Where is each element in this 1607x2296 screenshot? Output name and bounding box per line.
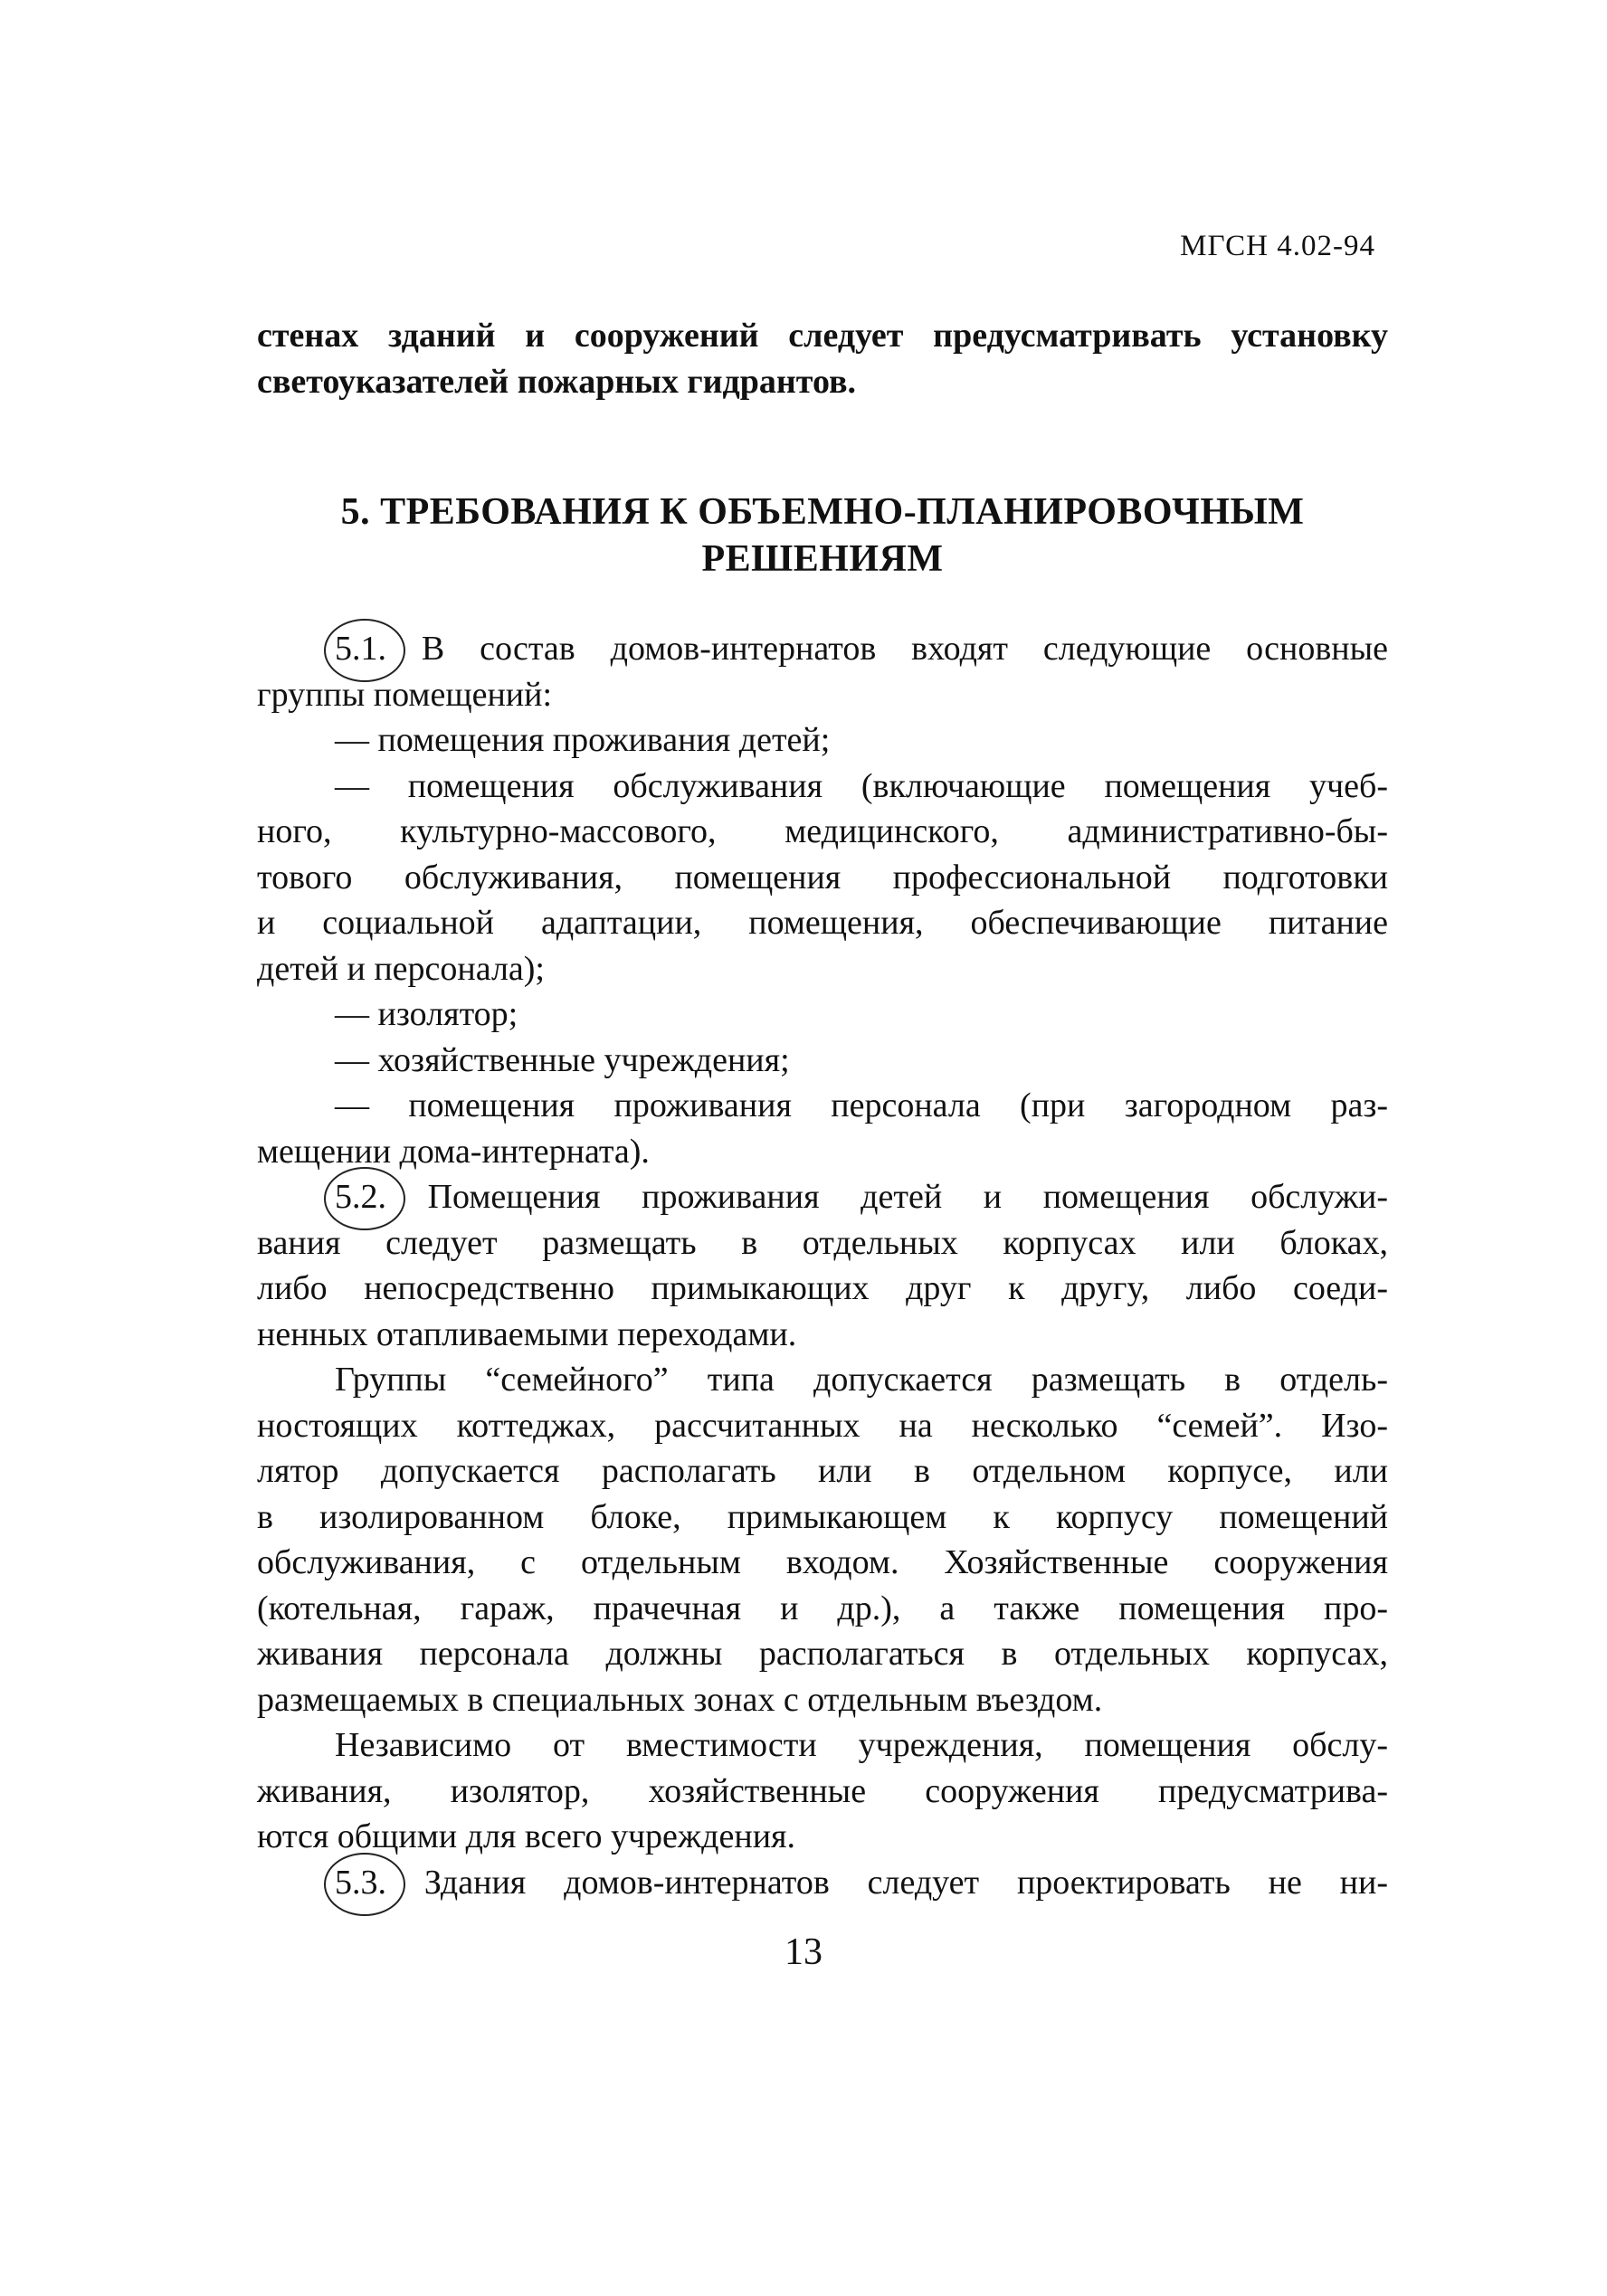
paragraph-line: (котельная, гараж, прачечная и др.), а также помещения про- [257,1589,1388,1627]
list-item: — изолятор; [335,995,518,1033]
paragraph-line: живания, изолятор, хозяйственные сооружения предусматрива- [257,1771,1388,1810]
list-item: — помещения обслуживания (включающие помещения учеб- [335,766,1388,805]
clause-number: 5.2. [335,1174,386,1220]
paragraph-line: в изолированном блоке, примыкающем к корпусу помещений [257,1497,1388,1536]
paragraph-line: живания персонала должны располагаться в отдельных корпусах, [257,1635,1388,1673]
paragraph-line: ностоящих коттеджах, рассчитанных на несколько “семей”. Изо- [257,1406,1388,1445]
intro-line: светоуказателей пожарных гидрантов. [257,362,857,401]
section-heading-line: РЕШЕНИЯМ [701,538,944,580]
paragraph-line: ются общими для всего учреждения. [257,1817,796,1855]
clause-circle-mark [324,1853,405,1916]
clause-number: 5.1. [335,626,386,672]
section-heading-line: 5. ТРЕБОВАНИЯ К ОБЪЕМНО-ПЛАНИРОВОЧНЫМ [340,491,1305,533]
clause-line: группы помещений: [257,675,553,714]
section-heading [257,489,1388,583]
clause-line: вания следует размещать в отдельных корпусах или блоках, [257,1223,1388,1262]
clause-5-3-first-line: 5.3. Здания домов-интернатов следует проектировать не ни- [257,1860,1388,1906]
section-body [257,626,1388,1905]
list-item: — помещения проживания детей; [335,721,831,759]
intro-line: стенах зданий и сооружений следует предусматривать установку [257,317,1388,355]
clause-circle-mark [324,1167,405,1230]
paragraph-line: размещаемых в специальных зонах с отдельным въездом. [257,1680,1103,1719]
paragraph-line: лятор допускается располагать или в отдельном корпусе, или [257,1452,1388,1490]
paragraph-line: Группы “семейного” типа допускается размещать в отдель- [335,1361,1388,1399]
list-item-continuation: тового обслуживания, помещения профессиональной подготовки [257,858,1388,897]
clause-5-1-first-line: 5.1. В состав домов-интернатов входят следующие основные [257,626,1388,672]
list-item-continuation: детей и персонала); [257,949,545,988]
clause-number: 5.3. [335,1860,386,1906]
list-item-continuation: ного, культурно-массового, медицинского, административно-бы- [257,812,1388,850]
paragraph-line: Независимо от вместимости учреждения, помещения обслу- [335,1726,1388,1764]
clause-circle-mark [324,619,405,682]
list-item-continuation: и социальной адаптации, помещения, обеспечивающие питание [257,904,1388,942]
document-code: МГСН 4.02-94 [1180,230,1375,262]
list-item: — хозяйственные учреждения; [335,1040,790,1079]
clause-5-2-first-line: 5.2. Помещения проживания детей и помещения обслужи- [257,1174,1388,1220]
list-item-continuation: мещении дома-интерната). [257,1132,650,1171]
clause-line: либо непосредственно примыкающих друг к другу, либо соеди- [257,1269,1388,1307]
clause-line: ненных отапливаемыми переходами. [257,1314,797,1353]
paragraph-line: обслуживания, с отдельным входом. Хозяйственные сооружения [257,1543,1388,1581]
intro-paragraph [257,313,1388,404]
page-number: 13 [784,1931,823,1973]
list-item: — помещения проживания персонала (при загородном раз- [335,1086,1388,1124]
